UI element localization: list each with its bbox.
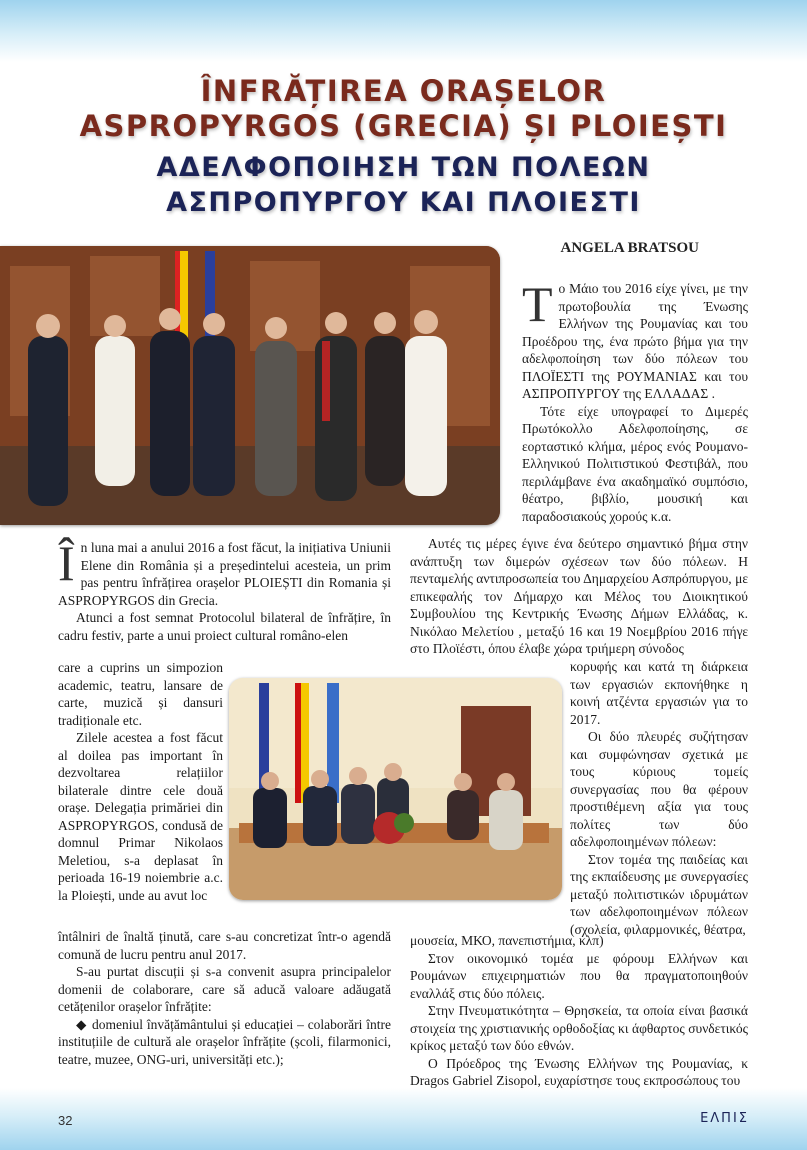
group-photo	[0, 246, 500, 525]
page-number: 32	[58, 1113, 73, 1128]
title-romanian-line1: ÎNFRĂȚIREA ORAȘELOR	[200, 74, 607, 108]
bottom-gradient-band	[0, 1088, 807, 1150]
greek-paragraph-3a: Αυτές τις μέρες έγινε ένα δεύτερο σημαντικό βήμα στην ανάπτυξη των διμερών σχέσεων των δύο πόλεων. Η πενταμελής αντιπροσωπεία του Δημαρχείου Ασπρόπυργου, με επικεφαλής τον Δήμαρχο και Μέλος του Διοικητικού Συμβουλίου της Κεντρικής Ένωσης Δήμων Ελλάδας, κ. Νικόλαο Μελετίου , μεταξύ 16 και 19 Νοεμβρίου 2016 πήγε στο Πλοϊέστι, όπου έλαβε χώρα τριήμερη σύνοδος	[410, 536, 748, 656]
romanian-paragraph-3a: Zilele acestea a fost făcut al doilea pas important în dezvoltarea relațiilor bilaterale dintre cele două orașe. Delegația primăriei din ASPROPYRGOS, condusă de domnul Primar Nikolaos Meletiou, s-a deplasat în perioada 16-19 noiembrie a.c. la Ploiești, unde au avut loc	[58, 730, 223, 903]
romanian-narrow-column	[58, 659, 223, 904]
greek-paragraph-6: Στον οικονομικό τομέα με φόρουμ Ελλήνων και Ρουμάνων επιχειρηματιών που θα πραγματοποιηθούν εναλλάξ στις δύο πόλεις.	[410, 950, 748, 1001]
title-greek-line1: ΑΔΕΛΦΟΠΟΙΗΣΗ ΤΩΝ ΠΟΛΕΩΝ	[156, 152, 651, 183]
romanian-paragraph-2b: care a cuprins un simpozion academic, teatru, lansare de carte, muzică și dansuri tradiționale etc.	[58, 660, 223, 728]
romanian-paragraph-2a: Atunci a fost semnat Protocolul bilateral de înfrățire, în cadru festiv, parte a unui proiect cultural româno-elen	[58, 610, 391, 643]
greek-paragraph-2: Τότε είχε υπογραφεί το Διμερές Πρωτόκολλο Αδελφοποίησης, σε εορταστικό κλήμα, μέρος ενός Ρουμανο-Ελληνικού Πολιτιστικού Φεστιβάλ, που περιλάμβανε ένα ακαδημαϊκό συμπόσιο, θέατρο, βιβλίο, μουσική και παραδοσιακούς χορούς κ.α.	[522, 403, 748, 524]
greek-paragraph-5b: μουσεία, ΜΚΟ, πανεπιστήμια, κλπ)	[410, 933, 604, 948]
greek-paragraph-7: Στην Πνευματικότητα – Θρησκεία, τα οποία είναι βασικά στοιχεία της χριστιανικής ορθοδοξίας κι άφθαρτος συνδετικός κρίκος μεταξύ των δύο εθνών.	[410, 1003, 748, 1053]
greek-paragraph-1-text: ο Μάιο του 2016 είχε γίνει, με την πρωτοβουλία της Ένωσης Ελλήνων της Ρουμανίας και του Προέδρου της, ένα πρώτο βήμα για την αδελφοποίηση των δύο πόλεων του ΠΛΟΪΕΣΤΙ της ΡΟΥΜΑΝΙΑΣ και του ΑΣΠΡΟΠΥΡΓΟΥ της ΕΛΛΑΔΑΣ .	[522, 281, 748, 401]
greek-paragraph-3b: κορυφής και κατά τη διάρκεια των εργασιών εκπονήθηκε η κοινή ατζέντα εργασιών για το 2017.	[570, 659, 748, 727]
romanian-dropcap: Î	[58, 535, 75, 591]
romanian-bullet-1-text: domeniul învățământului și educației – colaborări între instituțiile de cultură ale orașelor înfrățite (școli, filarmonici, teatre, muzee, ONG-uri, universități etc.);	[58, 1016, 391, 1067]
romanian-paragraph-3b: întâlniri de înaltă ținută, care s-au concretizat într-o agendă comună de lucru pentru anul 2017.	[58, 929, 391, 962]
greek-paragraph-4: Οι δύο πλευρές συζήτησαν και συμφώνησαν σχετικά με τους κύριους τομείς συνεργασίας που θα φέρουν προστιθέμενη αξία για τους πολίτες των δύο αδελφοποιημένων πόλεων:	[570, 729, 748, 849]
romanian-paragraph-1	[58, 535, 391, 609]
greek-narrow-column	[570, 658, 748, 938]
romanian-lower-column	[58, 928, 391, 1068]
title-romanian-line2: ASPROPYRGOS (GRECIA) ȘI PLOIEȘTI	[79, 109, 728, 143]
greek-lower-column	[410, 932, 748, 1090]
meeting-photo	[229, 678, 562, 900]
top-gradient-band	[0, 0, 807, 62]
greek-dropcap: Τ	[522, 276, 553, 332]
greek-paragraph-8: Ο Πρόεδρος της Ένωσης Ελλήνων της Ρουμανίας, κ Dragos Gabriel Zisopol, ευχαρίστησε τους εκπροσώπους του	[410, 1055, 748, 1088]
diamond-bullet-icon: ◆	[76, 1016, 87, 1032]
greek-intro-column	[522, 276, 748, 525]
romanian-upper-column	[58, 535, 391, 644]
magazine-name: ΕΛΠΙΣ	[700, 1111, 749, 1126]
author-name: ANGELA BRATSOU	[560, 240, 699, 256]
greek-paragraph-1	[522, 276, 748, 403]
title-greek-line2: ΑΣΠΡΟΠΥΡΓΟΥ ΚΑΙ ΠΛΟΙΕΣΤΙ	[166, 187, 641, 218]
romanian-paragraph-1-text: n luna mai a anului 2016 a fost făcut, la inițiativa Uniunii Elene din România și a președintelui acesteia, un prim pas pentru înfrățirea orașelor PLOIEȘTI din Romania și ASPROPYRGOS din Grecia.	[58, 540, 391, 608]
romanian-paragraph-4: S-au purtat discuții și s-a convenit asupra principalelor domenii de colaborare, care să aducă valoare adăugată cetățenilor orașelor înfrățite:	[58, 964, 391, 1014]
greek-paragraph-5a: Στον τομέα της παιδείας και της εκπαίδευσης με συνεργασίες μεταξύ πολιτιστικών ιδρυμάτων των αδελφοποιημένων πόλεων (σχολεία, φιλαρμονικές, θέατρα,	[570, 851, 748, 937]
romanian-bullet-1	[58, 1016, 391, 1069]
